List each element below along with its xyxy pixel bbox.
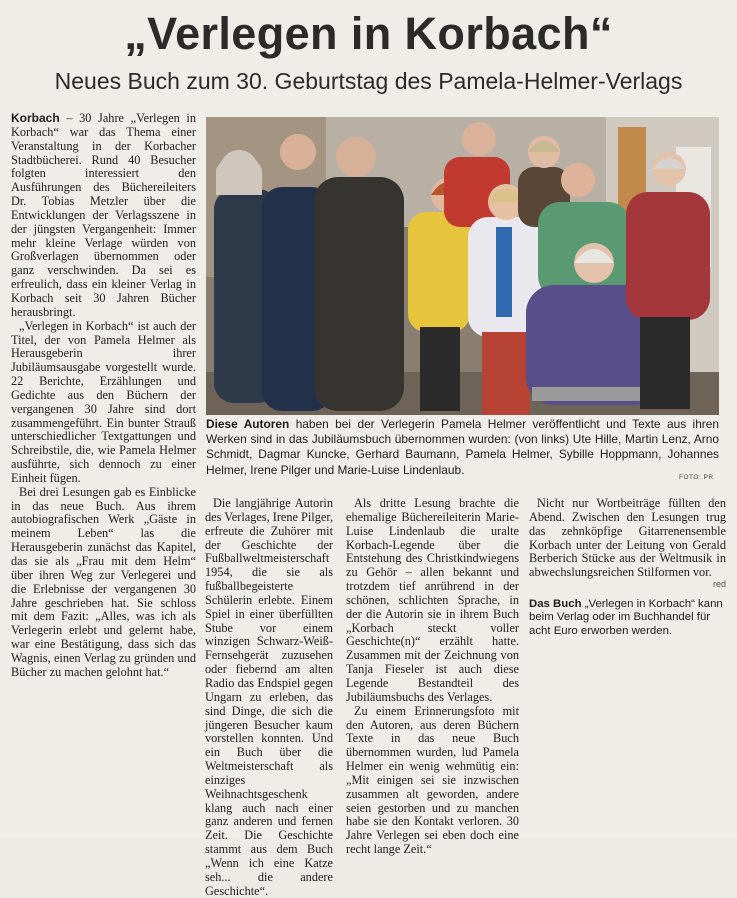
photo-caption: [206, 417, 719, 478]
photo-credit: FOTO: PR: [679, 474, 714, 481]
article-paragraph: Als dritte Lesung brachte die ehemalige Büchereileiterin Marie-Luise Lindenlaub die uralte Korbach-Legende über die Entstehung des Christkindwiegens zu Gehör – allen bekannt und trotzdem tief anrührend in der schönen, schlichten Sprache, in der die Autorin sie in ihrem Buch „Korbach steckt voller Geschichte(n)“ erzählt hatte. Zusammen mit der Zeichnung von Tanja Fieseler ist auch diese Legende Bestandteil des Jubiläumsbuchs des Verlages.: [346, 496, 519, 704]
subheadline: Neues Buch zum 30. Geburtstag des Pamela-Helmer-Verlags: [54, 68, 683, 94]
infobox-lead: Das Buch: [529, 597, 582, 610]
article-paragraph: Bei drei Lesungen gab es Einblicke in das neue Buch. Aus ihrem autobiografischen Werk „Gäste in meinem Leben“ las die Herausgeberin zunächst das Kapitel, das sie als „Frau mit dem Helm“ über ihren Weg zur Verlegerei und die Erlebnisse der vergangenen 30 Jahre geschrieben hat. Sie schloss mit dem Fazit: „Alles, was ich als Verlegerin erlebt und gelernt habe, war eine Bestätigung, dass sich das Wagnis, einen Verlag zu gründen und Bücher zu machen gelohnt hat.“: [11, 484, 196, 679]
article-column-2: [205, 497, 333, 898]
group-photo-image: [206, 117, 719, 415]
article-column-4: [529, 497, 726, 638]
book-infobox: [529, 598, 726, 639]
article-column-3: [346, 497, 519, 857]
article-paragraph: Nicht nur Wortbeiträge füllten den Abend. Zwischen den Lesungen trug das zehnköpfige Gitarrenensemble Korbach unter der Leitung von Gerald Berberich Stücke aus der Weltmusik in abwechslungsreichen Stilformen vor.: [529, 496, 726, 580]
headline: „Verlegen in Korbach“: [124, 8, 613, 59]
caption-lead: Diese Autoren: [206, 417, 290, 431]
caption-text: haben bei der Verlegerin Pamela Helmer veröffentlicht und Texte aus ihren Werken sind in das Jubiläumsbuch übernommen wurden: (von links) Ute Hille, Martin Lenz, Arno Schmidt, Dagmar Kuncke, Gerhard Baumann, Pamela Helmer, Sybille Hoppmann, Johannes Helmer, Irene Pilger und Marie-Luise Lindenlaub.: [206, 417, 719, 477]
group-photo: [206, 117, 719, 415]
author-signature: red: [712, 579, 726, 590]
article-paragraph: Korbach – 30 Jahre „Verlegen in Korbach“ war das Thema einer Veranstaltung in der Korbacher Stadtbücherei. Rund 40 Besucher folgten interessiert den Ausführungen des Büchereileiters Dr. Tobias Metzler über die Entwicklungen der Verlagsszene in der jüngsten Vergangenheit: Immer mehr kleine Verlage würden von Großverlagen übernommen oder ganz verschwinden. Da sei es erfreulich, dass ein kleiner Verlag in Korbach seit 30 Jahren Bücher herausbringt.: [11, 111, 196, 319]
article-paragraph: „Verlegen in Korbach“ ist auch der Titel, der von Pamela Helmer als Herausgeberin ihrer Jubiläumsausgabe vorgestellt wurde. 22 Berichte, Erzählungen und Gedichte aus den Büchern der vergangenen 30 Jahre sind dort zusammengeführt. Ein bunter Strauß unterschiedlicher Textgattungen und Schreibstile, die, wie Pamela Helmer ausführte, sich dennoch zu einer Einheit fügen.: [11, 318, 196, 485]
article-column-1: [11, 112, 196, 680]
infobox-text: „Verlegen in Korbach“ kann beim Verlag oder im Buchhandel für acht Euro erworben werden.: [529, 597, 723, 637]
dateline: Korbach: [11, 111, 60, 125]
article-paragraph: Zu einem Erinnerungsfoto mit den Autoren, aus deren Büchern Texte in das neue Buch übernommen wurden, lud Pamela Helmer ein wenig wehmütig ein: „Mit einigen sei sie inzwischen zusammen alt geworden, andere seien gestorben und zu manchen habe sie den Kontakt verloren. 30 Jahre Verlegen sei eben doch eine recht lange Zeit.“: [346, 703, 519, 857]
article-paragraph: Die langjährige Autorin des Verlages, Irene Pilger, erfreute die Zuhörer mit der Geschichte der Fußballweltmeisterschaft 1954, die sie als fußballbegeisterte Schülerin erlebte. Einem Spiel in einer überfüllten Stube vor einem winzigen Schwarz-Weiß-Fernsehgerät zuzusehen oder fiebernd am alten Radio das Endspiel gegen Ungarn zu erleben, das sind Dinge, die sich die jüngeren Besucher kaum vorstellen konnten. Und ein Buch über die Weltmeisterschaft als einziges Weihnachtsgeschenk klang auch nach einer ganz anderen und fernen Zeit. Die Geschichte stammt aus dem Buch „Wenn ich eine Katze seh... die andere Geschichte“.: [205, 496, 334, 898]
